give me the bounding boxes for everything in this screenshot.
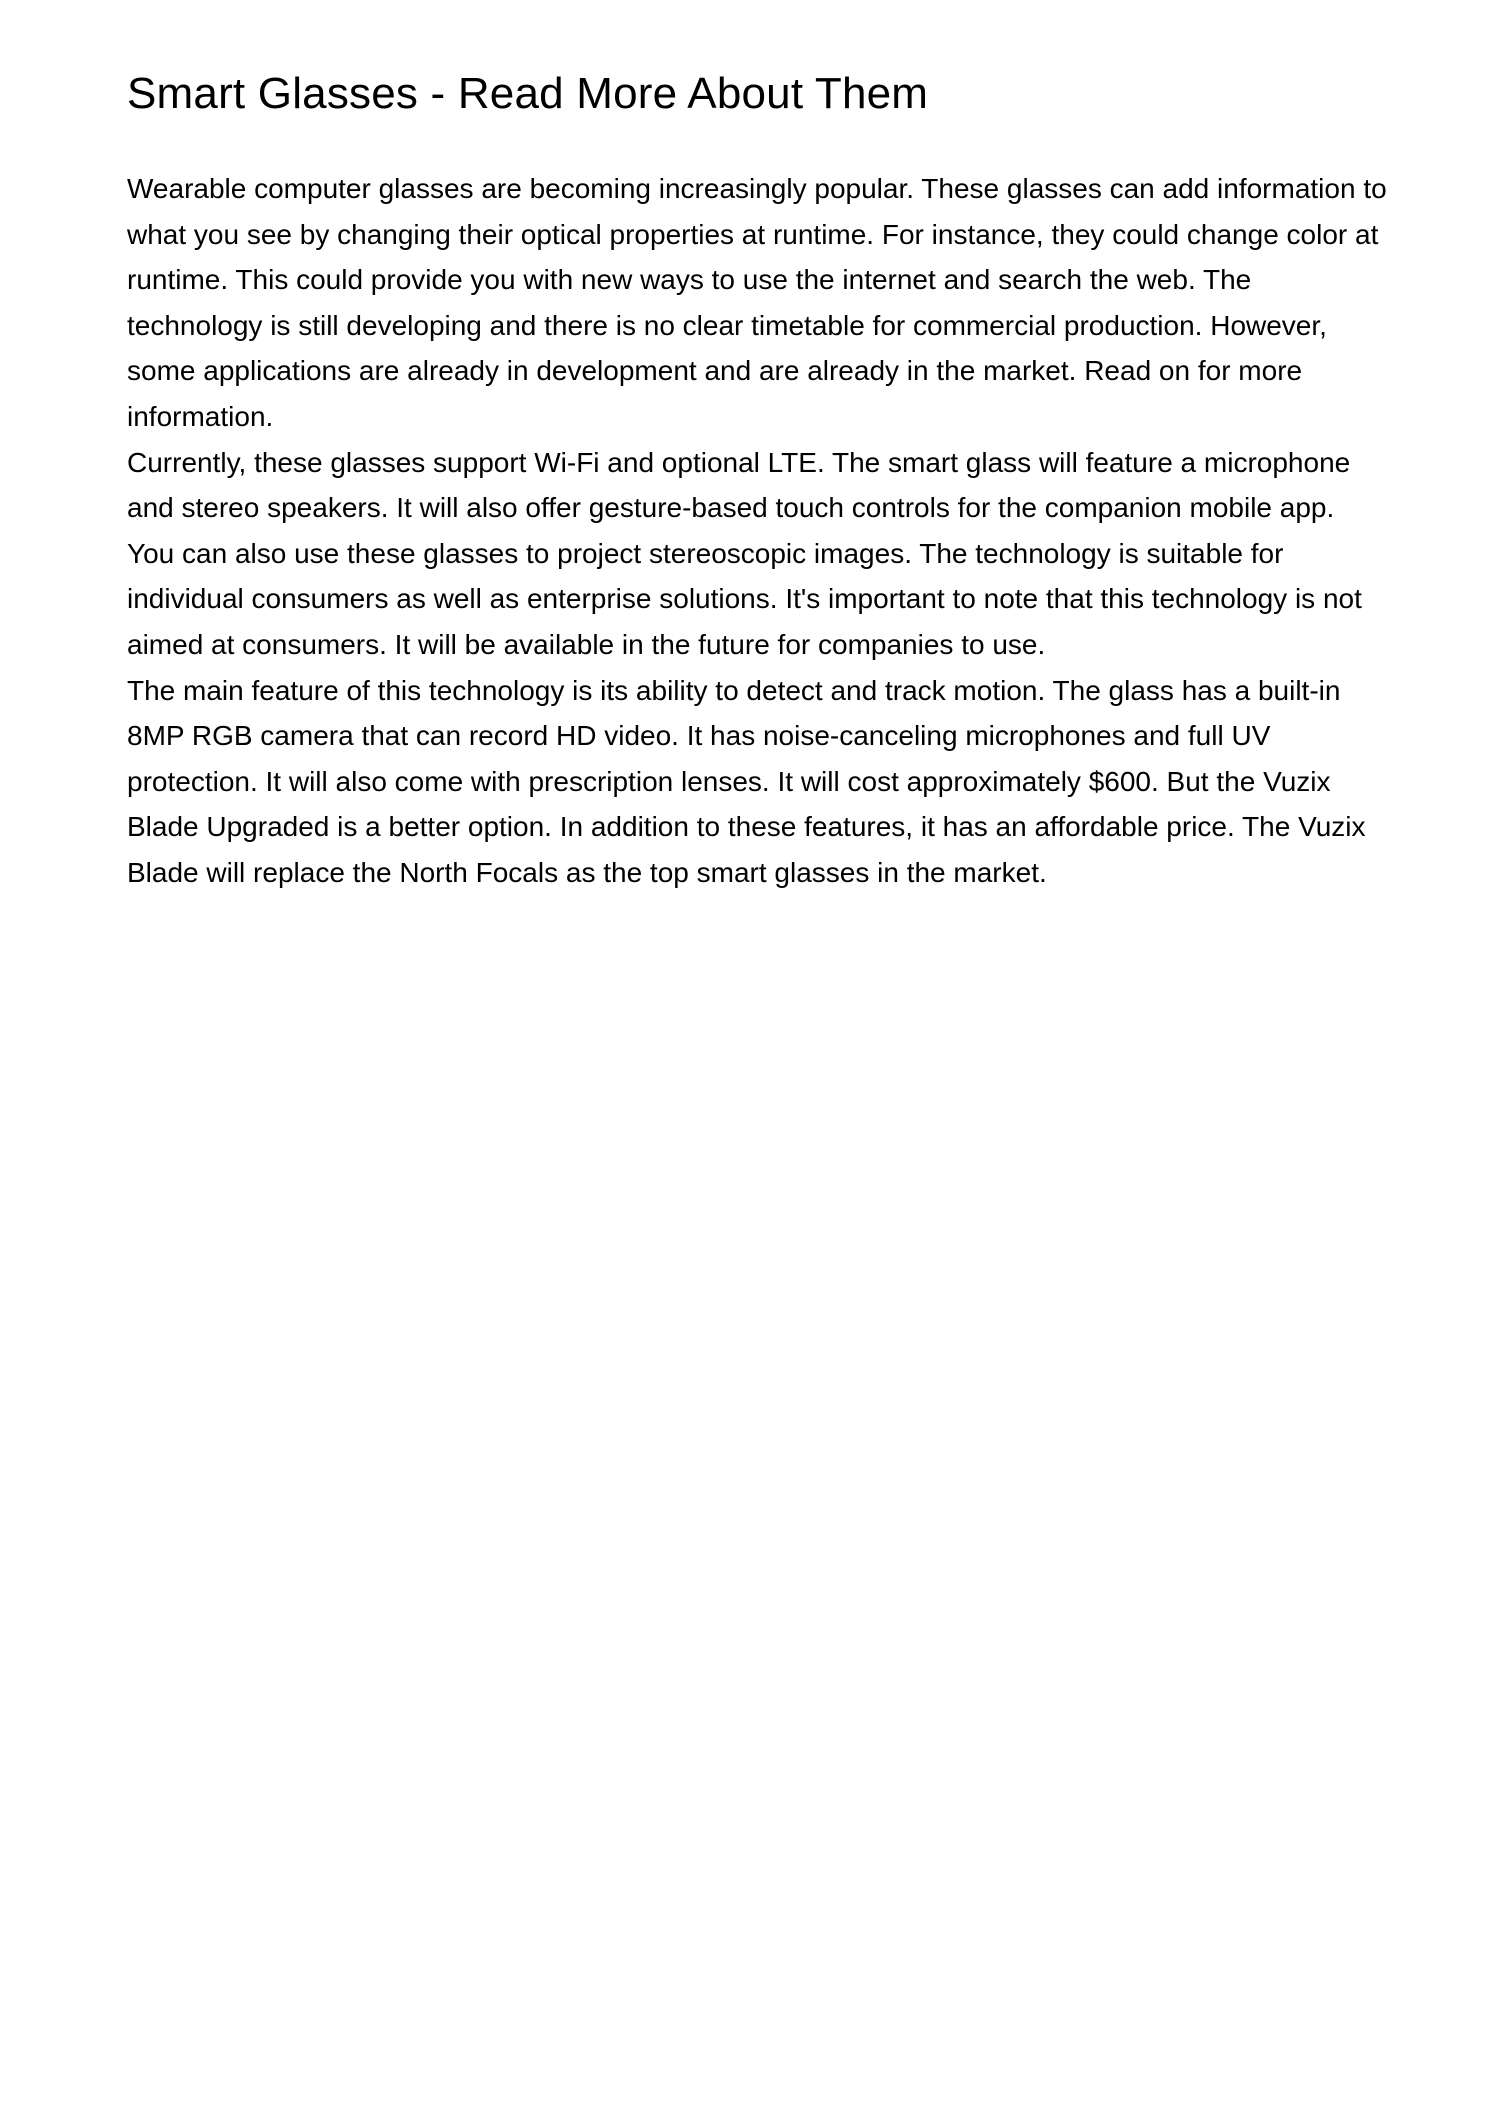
paragraph-2: Currently, these glasses support Wi-Fi and optional LTE. The smart glass will feature a microphone and stereo speakers. It will also offer gesture-based touch controls for the companion mobile app. You can also use these glasses to project stereoscopic images. The technology is suitable for individual consumers as well as enterprise solutions. It's important to note that this technology is not aimed at consumers. It will be available in the future for companies to use. (127, 446, 1362, 660)
document-page (127, 64, 1387, 888)
paragraph-3: The main feature of this technology is its ability to detect and track motion. The glass has a built-in 8MP RGB camera that can record HD video. It has noise-canceling microphones and full UV protection. It will also come with prescription lenses. It will cost approximately $600. But the Vuzix Blade Upgraded is a better option. In addition to these features, it has an affordable price. The Vuzix Blade will replace the North Focals as the top smart glasses in the market. (127, 674, 1366, 888)
document-body (127, 166, 1387, 896)
page-title: Smart Glasses - Read More About Them (127, 69, 929, 118)
paragraph-1: Wearable computer glasses are becoming increasingly popular. These glasses can add information to what you see by changing their optical properties at runtime. For instance, they could change color at runtime. This could provide you with new ways to use the internet and search the web. The technology is still developing and there is no clear timetable for commercial production. However, some applications are already in development and are already in the market. Read on for more information. (127, 173, 1387, 432)
